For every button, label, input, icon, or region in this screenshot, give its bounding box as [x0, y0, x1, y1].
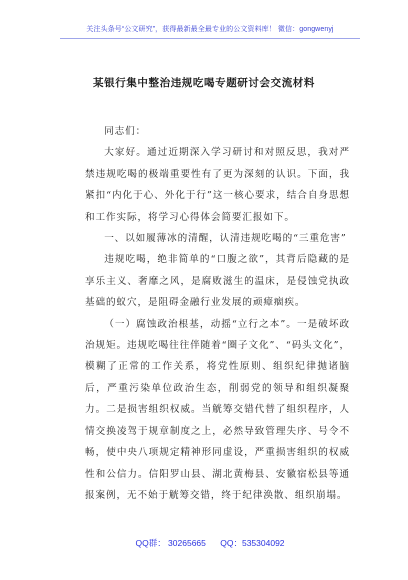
footer-contact	[60, 537, 360, 549]
footer-qq: QQ：535304092	[220, 538, 285, 548]
document-body	[85, 121, 350, 506]
body-paragraph-intro: 大家好。通过近期深入学习研讨和对照反思，我对严禁违规吃喝的极端重要性有了更为深刻的认识。下面，我紧扣“内化于心、外化于行”这一核心要求，结合自身思想和工作实际，将学习心得体会简要汇报如下。	[85, 147, 350, 223]
salutation: 同志们：	[104, 126, 147, 137]
section-heading-1: 一、以如履薄冰的清醒，认清违规吃喝的“三重危害”	[104, 233, 347, 245]
footer-qq-group: QQ群： 30265665	[135, 538, 206, 548]
header-promo-text: 关注头条号“公文研究”，获得最新最全最专业的公文资料库！ 微信：gongwenyj	[86, 26, 334, 33]
header-divider	[60, 38, 360, 39]
body-paragraph-harm: 违规吃喝，绝非简单的“口腹之欲”，其背后隐藏的是享乐主义、奢靡之风，是腐败滋生的温床，是侵蚀党执政基础的蚁穴，是阻碍金融行业发展的顽瘴痼疾。	[85, 254, 350, 309]
document-title: 某银行集中整治违规吃喝专题研讨会交流材料	[93, 77, 315, 89]
body-paragraph-point-1: （一）腐蚀政治根基，动摇“立行之本”。一是破坏政治规矩。违规吃喝往往伴随着“圈子文化”、“码头文化”，模糊了正常的工作关系，将党性原则、组织纪律抛诸脑后，严重污染单位政治生态，削弱党的领导和组织凝聚力。二是损害组织权威。当觥筹交错代替了组织程序，人情交换凌驾于规章制度之上，必然导致管理失序、号令不畅，使中央八项规定精神形同虚设，严重损害组织的权威性和公信力。信阳罗山县、湖北黄梅县、安徽宿松县等通报案例，无不始于觥筹交错，终于纪律涣散、组织崩塌。	[85, 318, 350, 501]
